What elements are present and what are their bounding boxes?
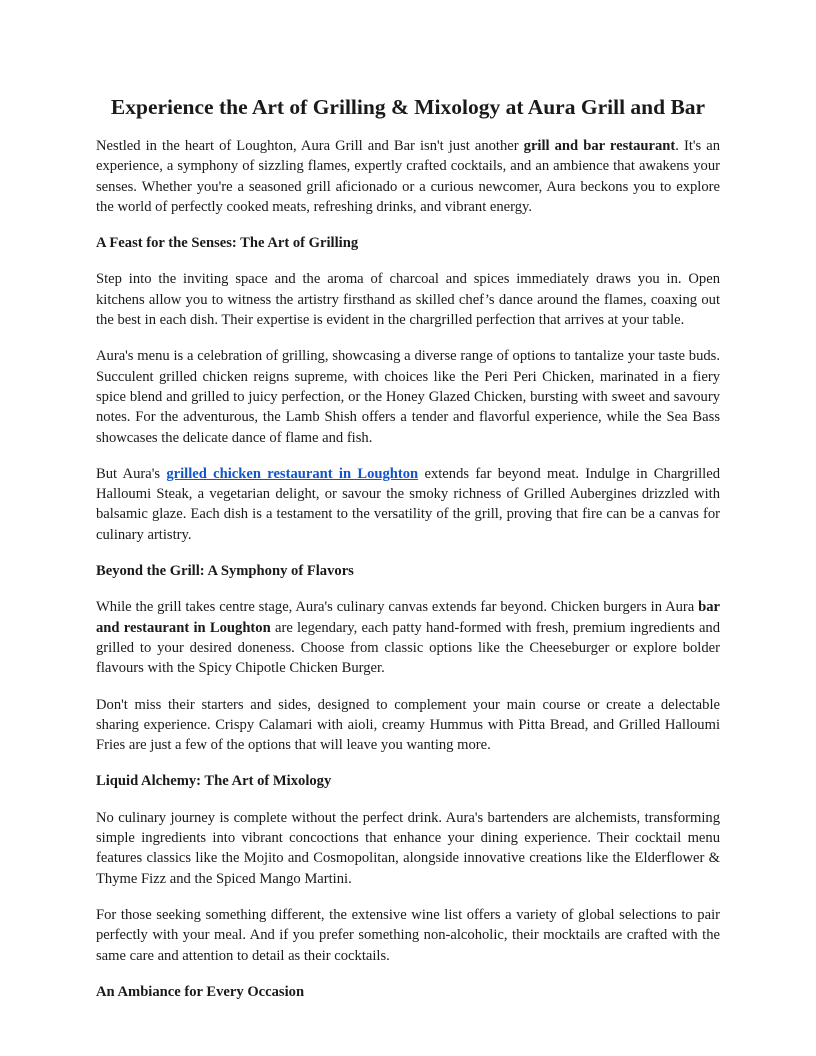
section-heading-ambiance: An Ambiance for Every Occasion (96, 983, 305, 1000)
grilled-chicken-link[interactable]: grilled chicken restaurant in Loughton (166, 465, 419, 482)
intro-text-2: . It's an experience, a symphony of sizzling flames, expertly crafted cocktails, and an ambience that awakens your senses. Whether you're a seasoned grill aficionado or a curious newcomer, Aura beckons you to explore the world of perfectly cooked meats, refreshing drinks, and vibrant energy. (96, 138, 721, 215)
document-page (96, 94, 720, 1018)
page-title: Experience the Art of Grilling & Mixology at Aura Grill and Bar (110, 95, 706, 119)
paragraph-cocktails: No culinary journey is complete without the perfect drink. Aura's bartenders are alchemists, transforming simple ingredients into vibrant concoctions that enhance your dining experience. Their cocktail menu features classics like the Mojito and Cosmopolitan, alongside innovative creations like the Elderflower & Thyme Fizz and the Spiced Mango Martini. (96, 809, 720, 887)
intro-text-1: Nestled in the heart of Loughton, Aura Grill and Bar isn't just another (96, 138, 524, 154)
beyond-meat-text-2: extends far beyond meat. Indulge in Chargrilled Halloumi Steak, a vegetarian delight, or savour the smoky richness of Grilled Aubergines drizzled with balsamic glaze. Each dish is a testament to the versatility of the grill, proving that fire can be a canvas for culinary artistry. (96, 465, 720, 543)
section-heading-flavors: Beyond the Grill: A Symphony of Flavors (96, 563, 354, 580)
beyond-meat-text-1: But Aura's (96, 465, 167, 482)
intro-paragraph (96, 136, 720, 217)
burgers-bold-phrase: bar and restaurant in Loughton (96, 599, 720, 636)
paragraph-beyond-meat (96, 464, 720, 545)
intro-bold-phrase: grill and bar restaurant (523, 138, 676, 154)
paragraph-wine: For those seeking something different, the extensive wine list offers a variety of global selections to pair perfectly with your meal. And if you prefer something non-alcoholic, their mocktails are crafted with the same care and attention to detail as their cocktails. (96, 906, 720, 964)
paragraph-starters: Don't miss their starters and sides, designed to complement your main course or create a delectable sharing experience. Crispy Calamari with aioli, creamy Hummus with Pitta Bread, and Grilled Halloumi Fries are just a few of the options that will leave you wanting more. (96, 696, 720, 754)
paragraph-menu: Aura's menu is a celebration of grilling, showcasing a diverse range of options to tantalize your taste buds. Succulent grilled chicken reigns supreme, with choices like the Peri Peri Chicken, marinated in a fiery spice blend and grilled to juicy perfection, or the Honey Glazed Chicken, bursting with sweet and savoury notes. For the adventurous, the Lamb Shish offers a tender and flavorful experience, while the Sea Bass showcases the delicate dance of flame and fish. (96, 348, 720, 446)
paragraph-open-kitchens: Step into the inviting space and the aroma of charcoal and spices immediately draws you in. Open kitchens allow you to witness the artistry firsthand as skilled chef’s dance around the flames, coaxing out the best in each dish. Their expertise is evident in the chargrilled perfection that arrives at your table. (96, 271, 720, 329)
paragraph-burgers (96, 597, 720, 678)
burgers-text-1: While the grill takes centre stage, Aura's culinary canvas extends far beyond. Chicken burgers in Aura (96, 599, 699, 616)
burgers-text-2: are legendary, each patty hand-formed with fresh, premium ingredients and grilled to your desired doneness. Choose from classic options like the Cheeseburger or explore bolder flavours with the Spicy Chipotle Chicken Burger. (96, 619, 721, 677)
section-heading-mixology: Liquid Alchemy: The Art of Mixology (96, 773, 332, 790)
section-heading-grilling: A Feast for the Senses: The Art of Grilling (96, 235, 359, 252)
